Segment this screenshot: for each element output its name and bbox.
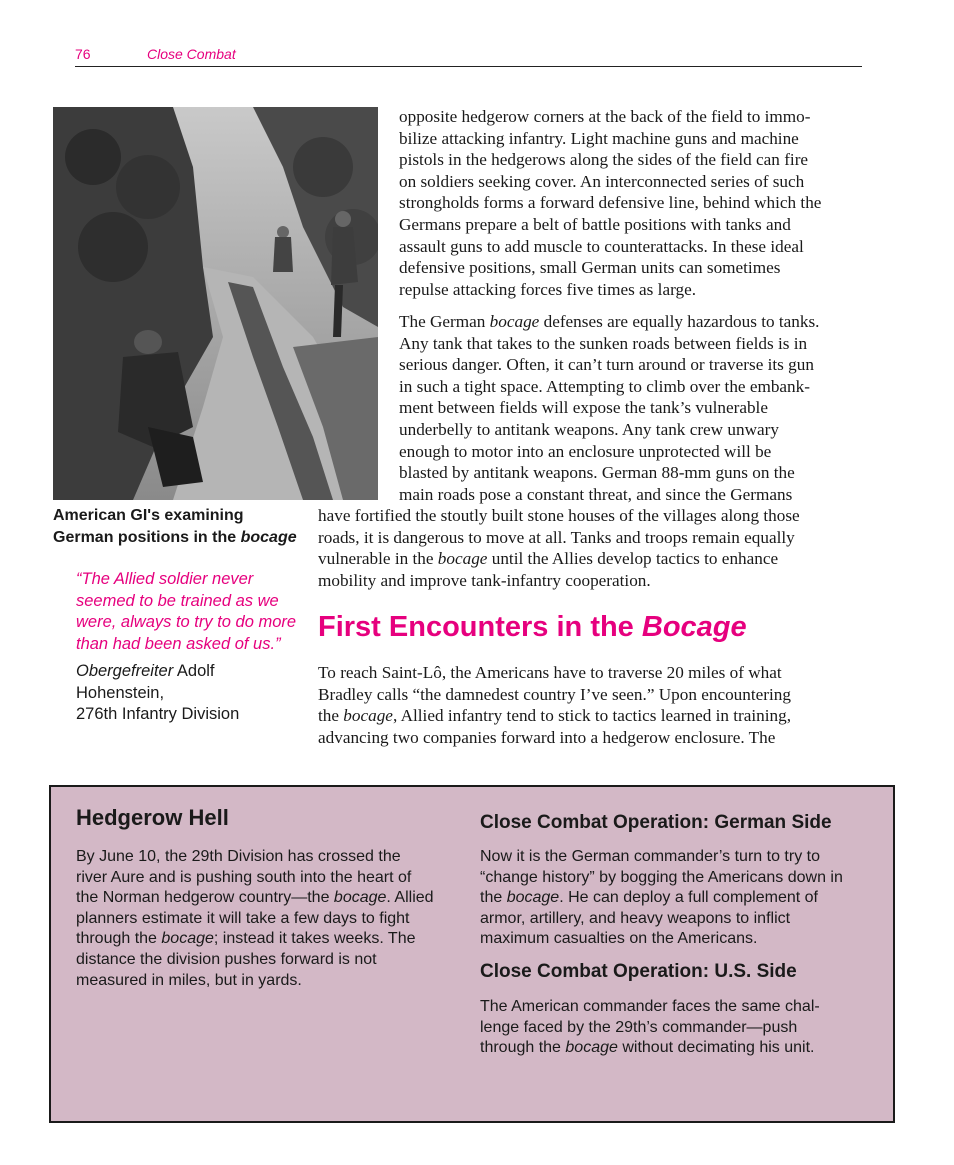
page-number: 76 bbox=[75, 46, 91, 62]
photo-caption: American GI's examining German positions in the bocage bbox=[53, 507, 297, 546]
quote-attribution: Obergefreiter Adolf Hohenstein, 276th Infantry Division bbox=[76, 662, 240, 724]
body-paragraph-2: The German bocage defenses are equally hazardous to tanks. Any tank that takes to the sunken roads between fields is in serious danger. Often, it can’t turn around or traverse its gun in such a tight space. Attempting to climb over the embank- ment between fields will expose the tank’s vulnerable underbelly to antitank weapons. Any tank crew unwary enough to motor into an enclosure unprotected will be blasted by antitank weapons. German 88-mm guns on the main roads pose a constant threat, and since the Germans bbox=[399, 312, 820, 504]
body-paragraph-2-continued: have fortified the stoutly built stone houses of the villages along those roads, it is dangerous to move at all. Tanks and troops remain equally vulnerable in the bocage until the Allies develop tactics to enhance mobility and improve tank-infantry cooperation. bbox=[318, 506, 800, 590]
sidebar-title: Hedgerow Hell bbox=[76, 805, 229, 830]
us-side-text: The American commander faces the same chal- lenge faced by the 29th’s commander—push through the bocage without decimating his unit. bbox=[480, 998, 820, 1057]
body-paragraph-1: opposite hedgerow corners at the back of the field to immo- bilize attacking infantry. Light machine guns and machine pistols in the hedgerows along the sides of the field can fire on soldiers seeking cover. An interconnected series of such strongholds forms a forward defensive line, behind which the Germans prepare a belt of battle positions with tanks and assault guns to add muscle to counterattacks. In these ideal defensive positions, small German units can sometimes repulse attacking forces five times as large. bbox=[399, 107, 822, 299]
us-side-title: Close Combat Operation: U.S. Side bbox=[480, 961, 797, 982]
running-head: Close Combat bbox=[147, 46, 236, 62]
sidebar-box bbox=[49, 785, 895, 1123]
german-side-title: Close Combat Operation: German Side bbox=[480, 812, 832, 833]
photo-hedgerow-soldiers bbox=[53, 107, 378, 500]
pull-quote: “The Allied soldier never seemed to be trained as we were, always to try to do more than had been asked of us.” bbox=[76, 570, 297, 653]
body-paragraph-3: To reach Saint-Lô, the Americans have to traverse 20 miles of what Bradley calls “the damnedest country I’ve seen.” Upon encountering the bocage, Allied infantry tend to stick to tactics learned in training, advancing two companies forward into a hedgerow enclosure. The bbox=[318, 663, 792, 747]
german-side-text: Now it is the German commander’s turn to try to “change history” by bogging the Americans down in the bocage. He can deploy a full complement of armor, artillery, and heavy weapons to inflict maximum casualties on the Americans. bbox=[480, 848, 843, 948]
sidebar-left-text: By June 10, the 29th Division has crossed the river Aure and is pushing south into the heart of the Norman hedgerow country—the bocage. Allied planners estimate it will take a few days to fight through the bocage; instead it takes weeks. The distance the division pushes forward is not measured in miles, but in yards. bbox=[76, 848, 434, 989]
section-heading: First Encounters in the Bocage bbox=[318, 611, 747, 643]
page-header bbox=[75, 44, 862, 67]
